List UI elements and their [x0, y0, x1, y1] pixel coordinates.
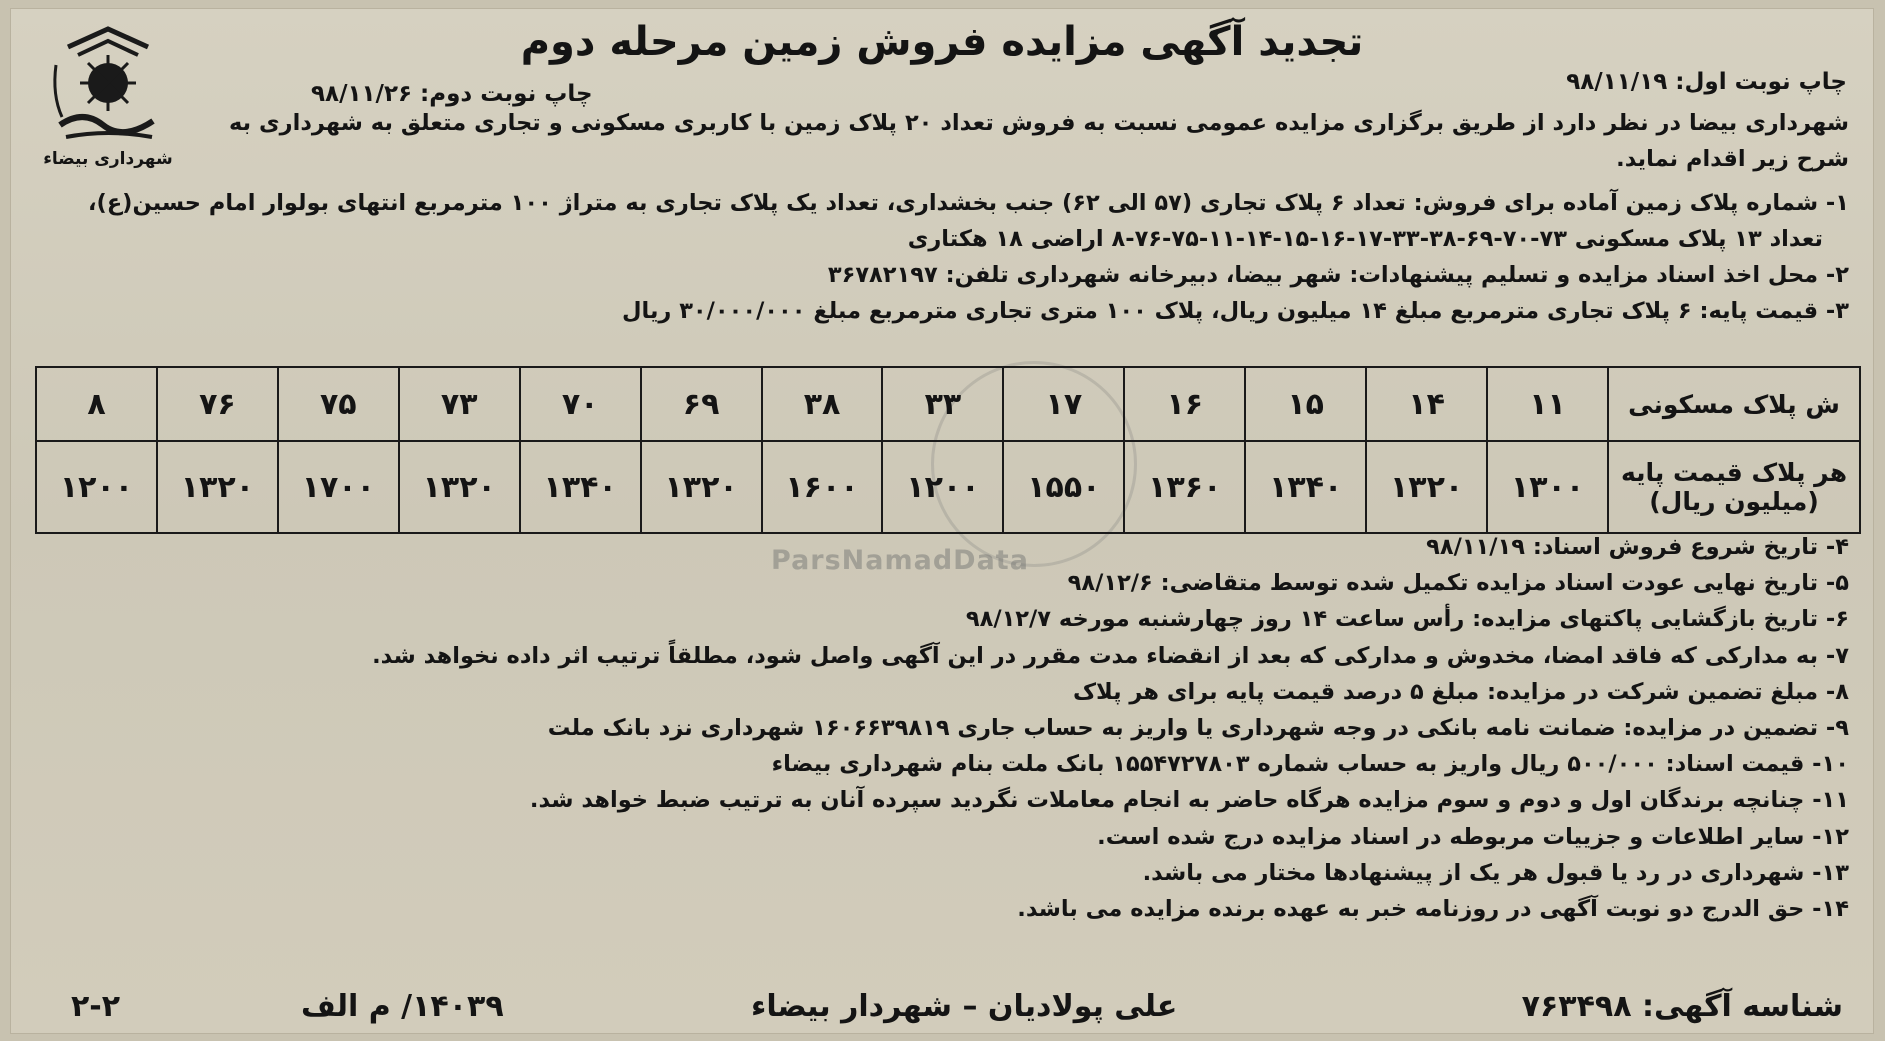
term-item: ۱۰- قیمت اسناد: ۵۰۰/۰۰۰ ریال واریز به حساب شماره ۱۵۵۴۷۲۷۸۰۳ بانک ملت بنام شهرداری بیضاء — [771, 751, 1849, 778]
plate-cell: ۳۳ — [882, 367, 1003, 441]
price-cell: ۱۳۲۰ — [1366, 441, 1487, 533]
plate-cell: ۷۶ — [157, 367, 278, 441]
term-item: ۱۲- سایر اطلاعات و جزییات مربوطه در اسناد مزایده درج شده است. — [1097, 823, 1849, 850]
price-cell: ۱۲۰۰ — [882, 441, 1003, 533]
reference-code: ۱۴۰۳۹/ م الف — [301, 989, 504, 1024]
price-cell: ۱۳۰۰ — [1487, 441, 1608, 533]
watermark: ParsNamadData — [771, 545, 1029, 576]
plate-cell: ۱۵ — [1245, 367, 1366, 441]
plate-cell: ۷۳ — [399, 367, 520, 441]
ad-title: تجدید آگهی مزایده فروش زمین مرحله دوم — [520, 19, 1364, 65]
term-item: ۵- تاریخ نهایی عودت اسناد مزایده تکمیل شده توسط متقاضی: ۹۸/۱۲/۶ — [1067, 570, 1849, 597]
term-item: ۹- تضمین در مزایده: ضمانت نامه بانکی در وجه شهرداری یا واریز به حساب جاری ۱۶۰۶۶۳۹۸۱۹ شهرداری نزد بانک ملت — [547, 715, 1849, 742]
plate-cell: ۱۷ — [1003, 367, 1124, 441]
price-cell: ۱۳۴۰ — [1245, 441, 1366, 533]
base-price-table — [35, 366, 1861, 534]
price-cell: ۱۳۶۰ — [1124, 441, 1245, 533]
price-cell: ۱۳۲۰ — [399, 441, 520, 533]
price-cell: ۱۲۰۰ — [36, 441, 157, 533]
plate-row-header: ش پلاک مسکونی — [1608, 367, 1860, 441]
plate-cell: ۱۶ — [1124, 367, 1245, 441]
plate-cell: ۷۵ — [278, 367, 399, 441]
term-item: ۱۴- حق الدرج دو نوبت آگهی در روزنامه خبر به عهده برنده مزایده می باشد. — [1017, 896, 1849, 923]
term-item: ۷- به مدارکی که فاقد امضا، مخدوش و مدارکی که بعد از انقضاء مدت مقرر در این آگهی واصل شود، مطلقاً ترتیب اثر داده نخواهد شد. — [372, 642, 1849, 669]
terms-list-bottom — [24, 529, 1849, 927]
term-item: ۶- تاریخ بازگشایی پاکتهای مزایده: رأس ساعت ۱۴ روز چهارشنبه مورخه ۹۸/۱۲/۷ — [965, 606, 1849, 633]
term-item: ۱۱- چنانچه برندگان اول و دوم و سوم مزایده هرگاه حاضر به انجام معاملات نگردید سپرده آنان به ترتیب ضبط خواهد شد. — [529, 787, 1849, 814]
ad-id: شناسه آگهی: ۷۶۳۴۹۸ — [1521, 989, 1843, 1024]
plate-cell: ۸ — [36, 367, 157, 441]
signer-name: علی پولادیان – شهردار بیضاء — [751, 989, 1178, 1024]
price-cell: ۱۶۰۰ — [762, 441, 883, 533]
plate-cell: ۶۹ — [641, 367, 762, 441]
price-row-header — [1608, 441, 1860, 533]
plate-cell: ۱۴ — [1366, 367, 1487, 441]
price-cell: ۱۳۴۰ — [520, 441, 641, 533]
price-header-line: هر پلاک قیمت پایه — [1620, 458, 1848, 487]
term-item: تعداد ۱۳ پلاک مسکونی ۷۳-۷۰-۶۹-۳۸-۳۳-۱۷-۱۶-۱۵-۱۴-۱۱-۷۵-۷۶-۸ اراضی ۱۸ هکتاری — [907, 226, 1823, 252]
term-item: ۸- مبلغ تضمین شرکت در مزایده: مبلغ ۵ درصد قیمت پایه برای هر پلاک — [1072, 678, 1849, 705]
plate-cell: ۷۰ — [520, 367, 641, 441]
plate-number-row — [36, 367, 1860, 441]
plate-cell: ۳۸ — [762, 367, 883, 441]
terms-list-top — [24, 185, 1849, 329]
price-cell: ۱۳۲۰ — [641, 441, 762, 533]
price-cell: ۱۳۲۰ — [157, 441, 278, 533]
intro-paragraph: شهرداری بیضا در نظر دارد از طریق برگزاری مزایده عمومی نسبت به فروش تعداد ۲۰ پلاک زمین با کاربری مسکونی و تجاری متعلق به شهرداری به شرح زیر اقدام نماید. — [229, 110, 1849, 172]
term-item: ۲- محل اخذ اسناد مزایده و تسلیم پیشنهادات: شهر بیضا، دبیرخانه شهرداری تلفن: ۳۶۷۸۲۱۹۷ — [827, 262, 1849, 288]
page-number: ۲-۲ — [71, 989, 121, 1024]
newspaper-ad — [10, 8, 1874, 1034]
term-item: ۱- شماره پلاک زمین آماده برای فروش: تعداد ۶ پلاک تجاری (۵۷ الی ۶۲) جنب بخشداری، تعداد یک پلاک تجاری به متراژ ۱۰۰ مترمربع انتهای بولوار امام حسین(ع)، — [87, 190, 1849, 216]
term-item: ۱۳- شهرداری در رد یا قبول هر یک از پیشنهادها مختار می باشد. — [1142, 859, 1849, 886]
price-cell: ۱۷۰۰ — [278, 441, 399, 533]
second-print-date: چاپ نوبت دوم: ۹۸/۱۱/۲۶ — [311, 81, 593, 107]
price-header-unit: (میلیون ریال) — [1649, 487, 1819, 516]
first-print-date: چاپ نوبت اول: ۹۸/۱۱/۱۹ — [1566, 69, 1847, 95]
logo-caption: شهرداری بیضاء — [43, 149, 173, 169]
plate-cell: ۱۱ — [1487, 367, 1608, 441]
base-price-row — [36, 441, 1860, 533]
term-item: ۳- قیمت پایه: ۶ پلاک تجاری مترمربع مبلغ ۱۴ میلیون ریال، پلاک ۱۰۰ متری تجاری مترمربع مبلغ ۳۰/۰۰۰/۰۰۰ ریال — [621, 298, 1849, 324]
term-item: ۴- تاریخ شروع فروش اسناد: ۹۸/۱۱/۱۹ — [1426, 534, 1849, 560]
price-cell: ۱۵۵۰ — [1003, 441, 1124, 533]
